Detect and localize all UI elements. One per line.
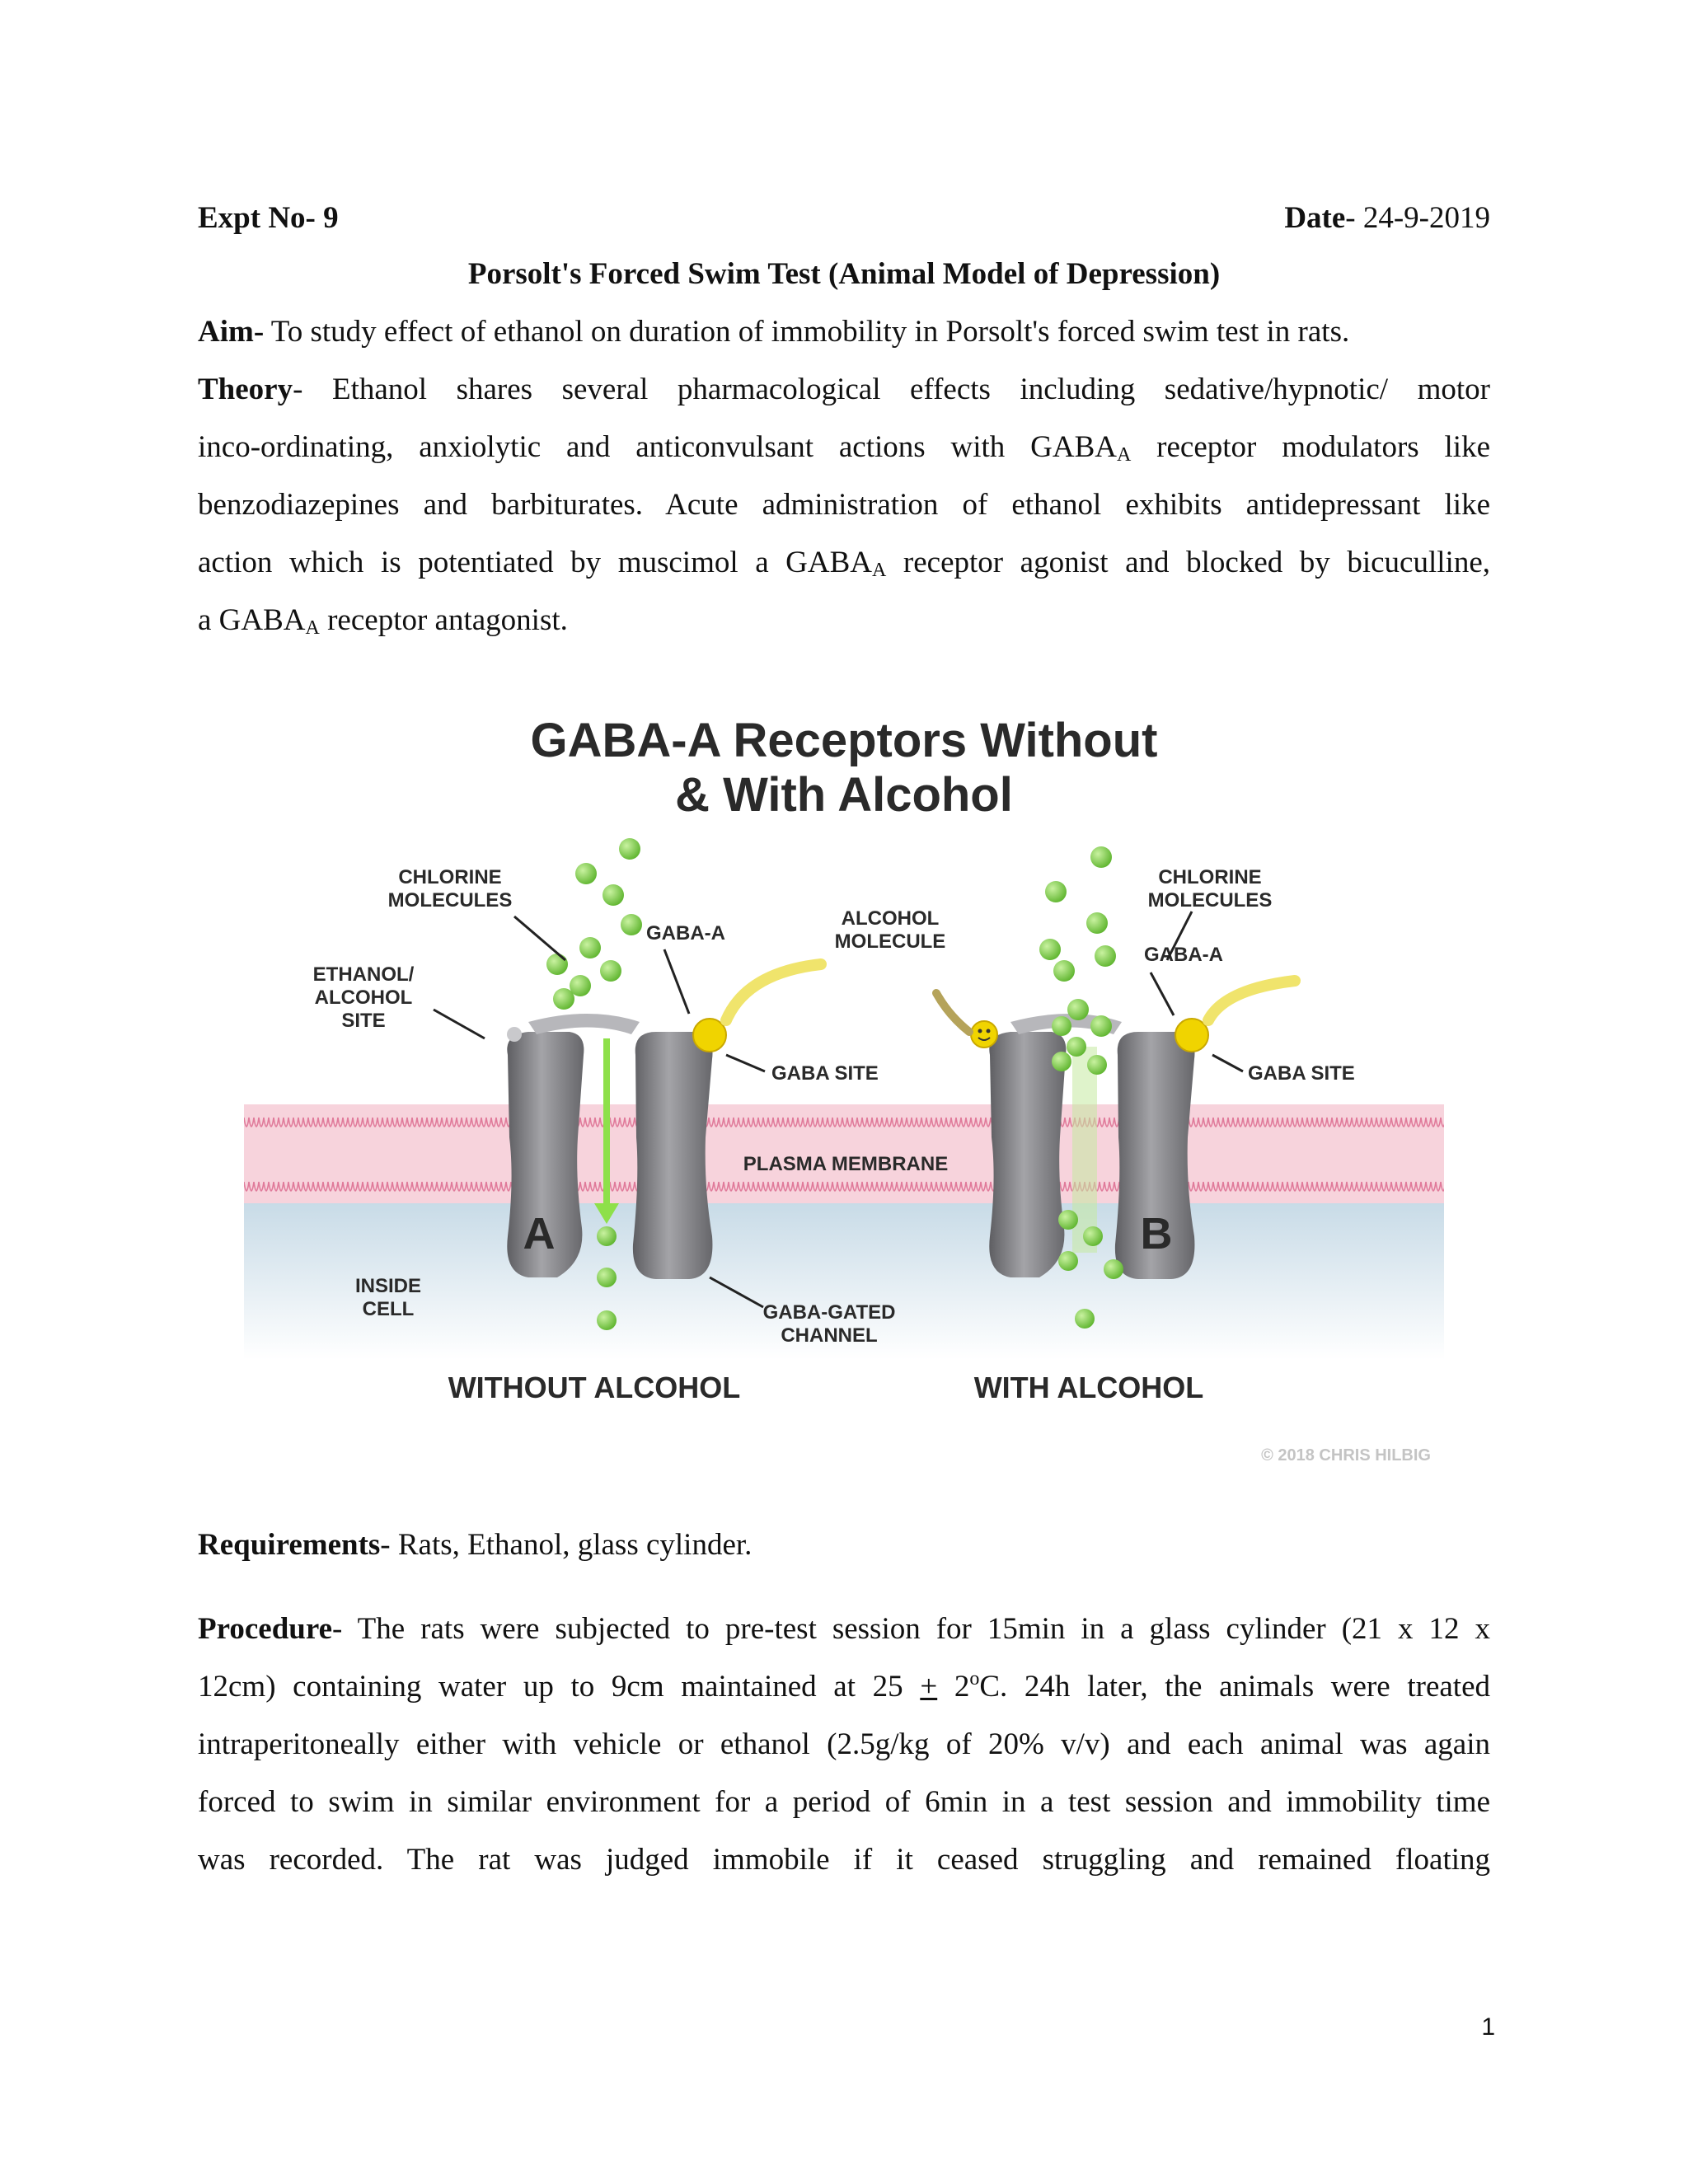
- procedure-line-5: was recorded. The rat was judged immobile if it ceased struggling and remained floating: [198, 1843, 1490, 1877]
- figure-title-line-2: & With Alcohol: [675, 768, 1013, 822]
- label-ethanol-site-2: ALCOHOL: [314, 987, 413, 1009]
- label-with-alcohol: WITH ALCOHOL: [973, 1371, 1204, 1404]
- theory-line-3: benzodiazepines and barbiturates. Acute administration of ethanol exhibits antidepressant like: [198, 488, 1490, 522]
- label-plasma-membrane: PLASMA MEMBRANE: [743, 1153, 949, 1175]
- experiment-number: Expt No- 9: [198, 201, 339, 235]
- label-chlorine-left-2: MOLECULES: [387, 889, 513, 912]
- theory-line-1: Theory- Ethanol shares several pharmacological effects including sedative/hypnotic/ motor: [198, 373, 1490, 406]
- theory-line-2: inco-ordinating, anxiolytic and anticonvulsant actions with $GABA_A$ receptor modulators like: [198, 430, 1490, 466]
- theory-line-5: a $GABA_A$ receptor antagonist.: [198, 603, 568, 639]
- figure-title-line-1: GABA-A Receptors Without: [530, 714, 1158, 767]
- label-channel-b: B: [1140, 1209, 1173, 1258]
- gaba-receptor-figure: [244, 709, 1444, 1467]
- label-without-alcohol: WITHOUT ALCOHOL: [448, 1371, 741, 1404]
- label-alcohol-molecule-2: MOLECULE: [834, 930, 946, 953]
- label-inside-cell-1: INSIDE: [354, 1275, 422, 1297]
- theory-line-4: action which is potentiated by muscimol a $GABA_A$ receptor agonist and blocked by bicuculline,: [198, 546, 1490, 581]
- gaba-arrow-left: [726, 964, 821, 1020]
- label-gaba-a-left: GABA-A: [646, 922, 725, 944]
- label-chlorine-right-1: CHLORINE: [1158, 866, 1262, 888]
- label-alcohol-molecule-1: ALCOHOL: [841, 907, 940, 930]
- label-gaba-site-left: GABA SITE: [771, 1062, 879, 1085]
- label-chlorine-left-1: CHLORINE: [398, 866, 502, 888]
- label-gated-channel-2: CHANNEL: [781, 1324, 878, 1347]
- requirements-paragraph: Requirements- Rats, Ethanol, glass cylinder.: [198, 1528, 753, 1562]
- label-gaba-a-right: GABA-A: [1144, 944, 1223, 966]
- label-gated-channel-1: GABA-GATED: [762, 1301, 896, 1324]
- procedure-line-3: intraperitoneally either with vehicle or ethanol (2.5g/kg of 20% v/v) and each animal was again: [198, 1727, 1490, 1761]
- figure-copyright: © 2018 CHRIS HILBIG: [1261, 1446, 1431, 1465]
- header-row: [198, 198, 1490, 239]
- procedure-line-2: 12cm) containing water up to 9cm maintained at $25 + 2^oC$. 24h later, the animals were treated: [198, 1668, 1490, 1704]
- page-title: Porsolt's Forced Swim Test (Animal Model of Depression): [467, 257, 1221, 291]
- aim-paragraph: Aim- To study effect of ethanol on duration of immobility in Porsolt's forced swim test in rats.: [198, 315, 1350, 349]
- gaba-arrow-right: [1208, 981, 1295, 1020]
- alcohol-arrow: [936, 993, 969, 1032]
- label-inside-cell-2: CELL: [362, 1298, 415, 1320]
- experiment-date: Date- 24-9-2019: [1284, 201, 1490, 235]
- label-channel-a: A: [523, 1209, 556, 1258]
- label-ethanol-site-1: ETHANOL/: [312, 963, 415, 986]
- label-ethanol-site-3: SITE: [341, 1010, 386, 1032]
- label-gaba-site-right: GABA SITE: [1248, 1062, 1355, 1085]
- page-number: 1: [1481, 2013, 1495, 2041]
- procedure-line-1: Procedure- The rats were subjected to pre-test session for 15min in a glass cylinder (21 x 12 x: [198, 1612, 1490, 1646]
- membrane-upper-lipids: [244, 1109, 1444, 1134]
- label-chlorine-right-2: MOLECULES: [1147, 889, 1273, 912]
- procedure-line-4: forced to swim in similar environment for a period of 6min in a test session and immobility time: [198, 1785, 1490, 1819]
